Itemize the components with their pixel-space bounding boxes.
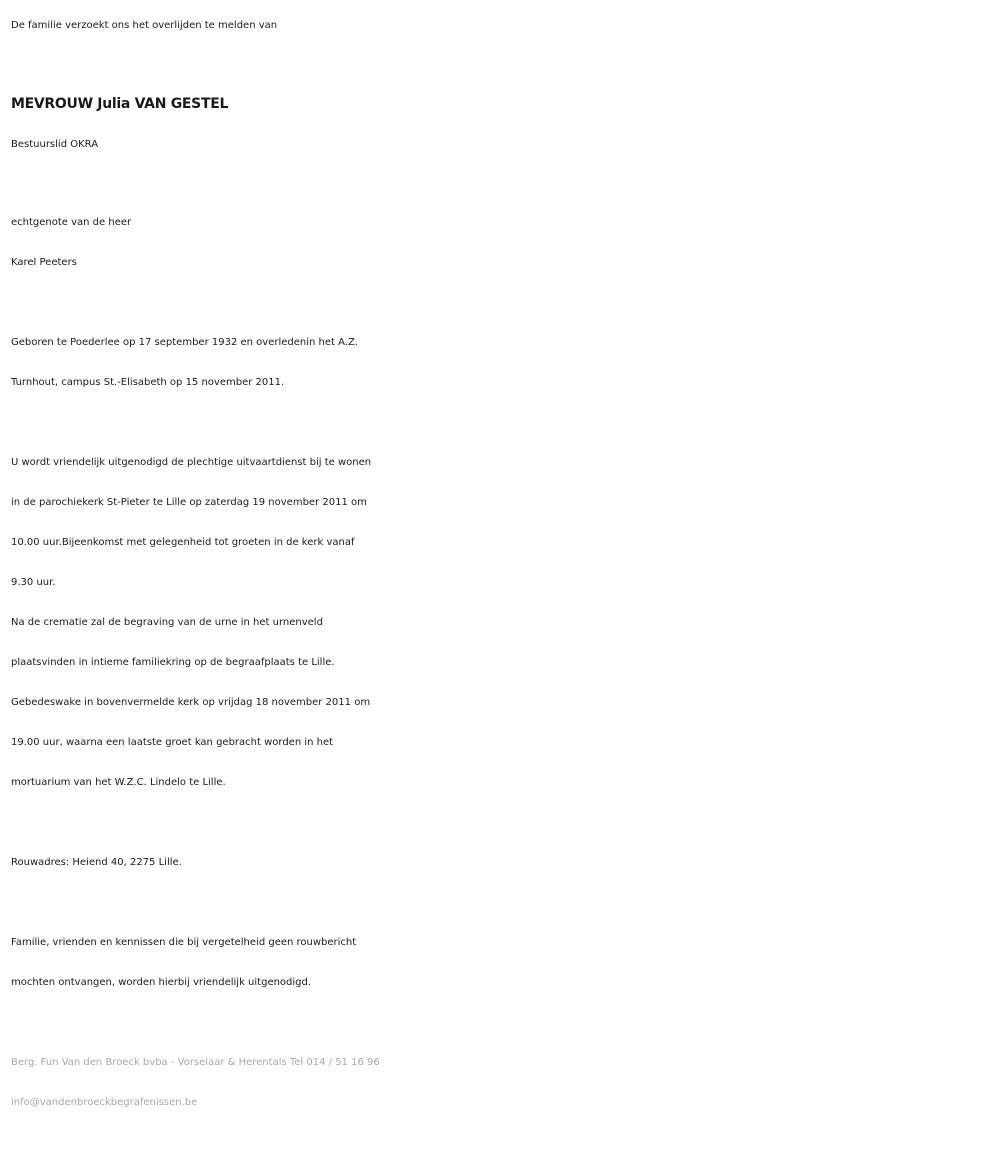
spouse-line-1: echtgenote van de heer [11, 217, 132, 228]
funeral-home-line: Berg. Fun Van den Broeck bvba - Vorselaar & Herentals Tel 014 / 51 16 96 [11, 1057, 380, 1068]
ceremony-line-1: U wordt vriendelijk uitgenodigd de plechtige uitvaartdienst bij te wonen [11, 457, 372, 468]
deceased-name: MEVROUW Julia VAN GESTEL [11, 96, 229, 112]
invitation-line-1: Familie, vrienden en kennissen die bij vergetelheid geen rouwbericht [11, 937, 357, 948]
mourning-address: Rouwadres: Heiend 40, 2275 Lille. [11, 857, 182, 868]
ceremony-line-9: mortuarium van het W.Z.C. Lindelo te Lille. [11, 777, 226, 788]
intro-text: De familie verzoekt ons het overlijden te melden van [11, 20, 278, 31]
ceremony-line-7: Gebedeswake in bovenvermelde kerk op vrijdag 18 november 2011 om [11, 697, 371, 708]
ceremony-line-8: 19.00 uur, waarna een laatste groet kan gebracht worden in het [11, 737, 334, 748]
ceremony-line-5: Na de crematie zal de begraving van de urne in het urnenveld [11, 617, 323, 628]
ceremony-line-4: 9.30 uur. [11, 577, 56, 588]
spouse-line-2: Karel Peeters [11, 257, 77, 268]
invitation-line-2: mochten ontvangen, worden hierbij vriendelijk uitgenodigd. [11, 977, 312, 988]
ceremony-line-3: 10.00 uur.Bijeenkomst met gelegenheid tot groeten in de kerk vanaf [11, 537, 355, 548]
birth-death-line-1: Geboren te Poederlee op 17 september 1932 en overledenin het A.Z. [11, 337, 358, 348]
ceremony-line-6: plaatsvinden in intieme familiekring op de begraafplaats te Lille. [11, 657, 335, 668]
birth-death-line-2: Turnhout, campus St.-Elisabeth op 15 november 2011. [11, 377, 285, 388]
ceremony-line-2: in de parochiekerk St-Pieter te Lille op zaterdag 19 november 2011 om [11, 497, 367, 508]
funeral-home-email: info@vandenbroeckbegrafenissen.be [11, 1097, 198, 1108]
deceased-title: Bestuurslid OKRA [11, 139, 99, 150]
